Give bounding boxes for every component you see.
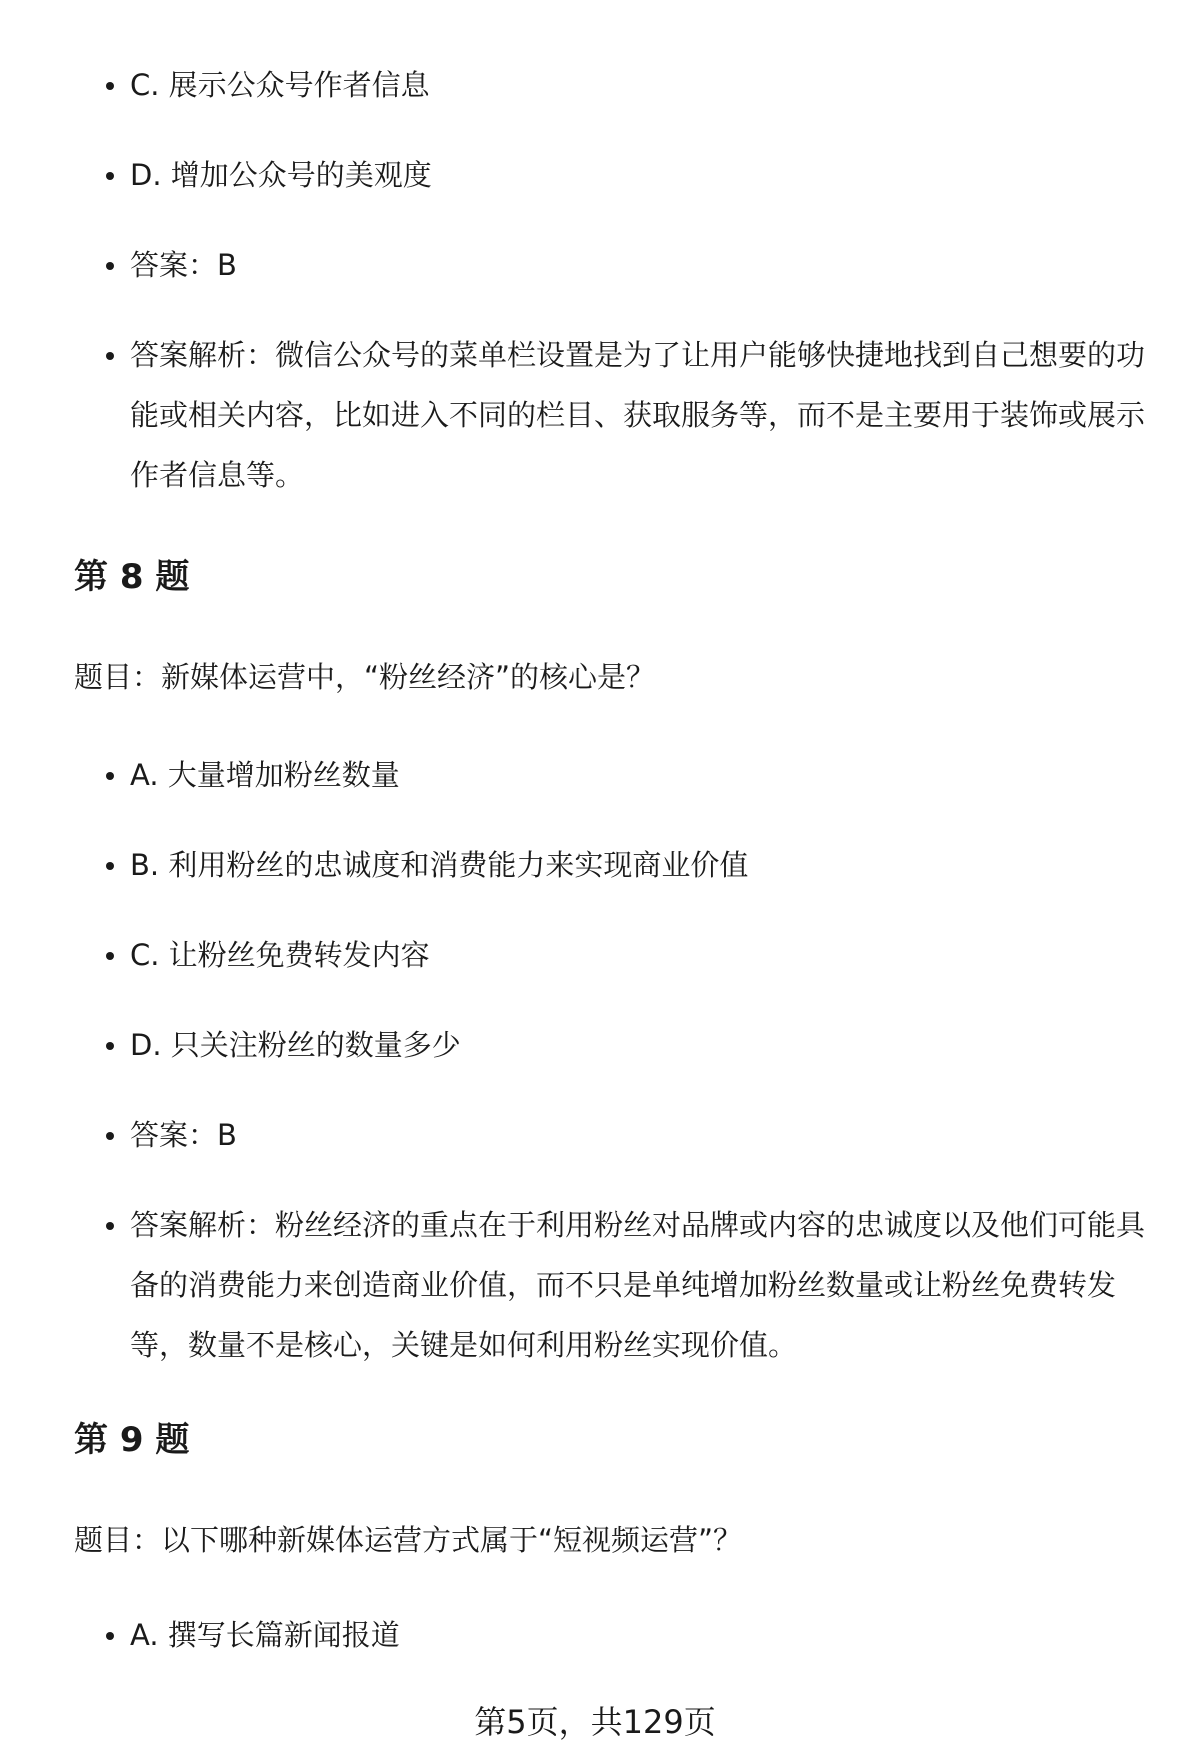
question-heading: 第 8 题 bbox=[74, 557, 190, 597]
list-item: 答案解析：微信公众号的菜单栏设置是为了让用户能够快捷地找到自己想要的功能或相关内容，比如进入不同的栏目、获取服务等，而不是主要用于装饰或展示作者信息等。 bbox=[130, 325, 1160, 505]
list-item: 答案解析：粉丝经济的重点在于利用粉丝对品牌或内容的忠诚度以及他们可能具备的消费能力来创造商业价值，而不只是单纯增加粉丝数量或让粉丝免费转发等，数量不是核心，关键是如何利用粉丝实现价值。 bbox=[130, 1195, 1160, 1375]
list-item: D. 只关注粉丝的数量多少 bbox=[130, 1015, 1160, 1075]
question-heading: 第 9 题 bbox=[74, 1420, 190, 1460]
list-item: 答案：B bbox=[130, 235, 1160, 295]
list-item: D. 增加公众号的美观度 bbox=[130, 145, 1160, 205]
list-item: 答案：B bbox=[130, 1105, 1160, 1165]
question-text: 题目：新媒体运营中，“粉丝经济”的核心是？ bbox=[74, 660, 656, 694]
question-text: 题目：以下哪种新媒体运营方式属于“短视频运营”？ bbox=[74, 1523, 743, 1557]
list-item: B. 利用粉丝的忠诚度和消费能力来实现商业价值 bbox=[130, 835, 1160, 895]
list-item: C. 让粉丝免费转发内容 bbox=[130, 925, 1160, 985]
list-item: A. 撰写长篇新闻报道 bbox=[130, 1605, 1160, 1665]
list-item: A. 大量增加粉丝数量 bbox=[130, 745, 1160, 805]
list-item: C. 展示公众号作者信息 bbox=[130, 55, 1160, 115]
page-footer: 第5页，共129页 bbox=[474, 1703, 716, 1741]
